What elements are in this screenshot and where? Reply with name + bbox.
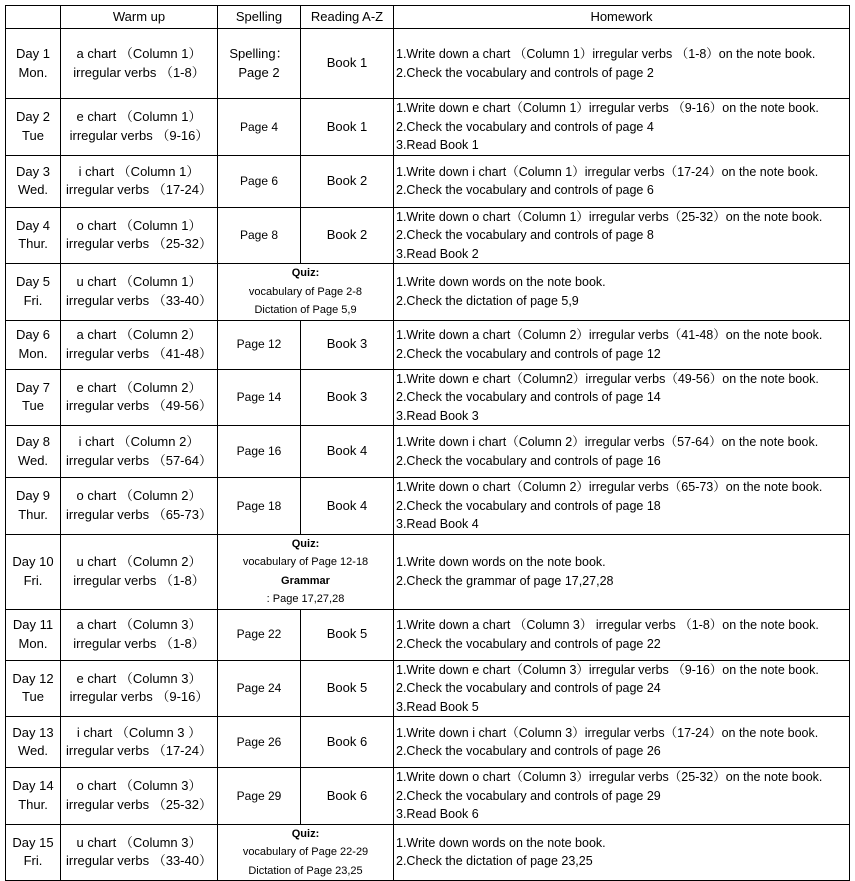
schedule-row xyxy=(6,478,850,535)
spelling-text: Page 24 xyxy=(236,681,282,695)
schedule-row xyxy=(6,207,850,264)
homework-cell xyxy=(394,824,850,881)
day-number: Day 7 xyxy=(16,379,50,395)
homework-item: 3.Read Book 1 xyxy=(396,138,479,152)
reading-book: Book 2 xyxy=(326,172,368,188)
weekday: Fri. xyxy=(23,292,43,308)
homework-cell xyxy=(394,320,850,369)
spelling-text: Page 26 xyxy=(236,734,282,749)
spelling-text: Page 12 xyxy=(236,337,282,352)
warm-up-verbs: irregular verbs （57-64） xyxy=(66,452,212,468)
warm-up-chart: i chart （Column 2） xyxy=(78,434,200,449)
warm-up-cell xyxy=(61,426,218,478)
warm-up-cell xyxy=(61,155,218,207)
homework-item: 2.Check the vocabulary and controls of page 8 xyxy=(396,228,654,242)
warm-up-cell xyxy=(61,369,218,426)
warm-up-cell xyxy=(61,29,218,99)
homework-item: 2.Check the dictation of page 5,9 xyxy=(396,293,579,308)
homework-item: 3.Read Book 2 xyxy=(396,246,479,261)
day-cell xyxy=(6,369,61,426)
homework-cell xyxy=(394,660,850,717)
homework-item: 1.Write down a chart （Column 1）irregular verbs （1-8）on the note book. xyxy=(396,47,816,61)
day-cell xyxy=(6,99,61,156)
quiz-line xyxy=(220,825,391,862)
spelling-cell xyxy=(218,478,301,535)
schedule-row xyxy=(6,426,850,478)
day-number: Day 15 xyxy=(12,834,54,850)
homework-cell xyxy=(394,426,850,478)
reading-cell xyxy=(301,320,394,369)
homework-cell xyxy=(394,478,850,535)
spelling-cell xyxy=(218,717,301,768)
homework-item: 2.Check the vocabulary and controls of page 26 xyxy=(396,744,661,758)
reading-book: Book 5 xyxy=(326,680,368,695)
warm-up-verbs: irregular verbs （1-8） xyxy=(73,635,205,651)
homework-item: 3.Read Book 6 xyxy=(396,807,479,821)
warm-up-verbs: irregular verbs （9-16） xyxy=(69,689,209,705)
weekday: Thur. xyxy=(18,796,48,812)
day-number: Day 12 xyxy=(12,670,54,686)
reading-book: Book 5 xyxy=(326,626,368,642)
warm-up-verbs: irregular verbs （9-16） xyxy=(69,127,209,143)
reading-cell xyxy=(301,478,394,535)
warm-up-chart: u chart （Column 1） xyxy=(76,274,202,290)
spelling-header: Spelling xyxy=(218,6,301,29)
warm-up-verbs: irregular verbs （25-32） xyxy=(66,236,212,252)
day-cell xyxy=(6,660,61,717)
weekday: Mon. xyxy=(18,64,48,80)
warm-up-chart: o chart （Column 1） xyxy=(76,217,202,233)
reading-book: Book 6 xyxy=(326,733,368,749)
warm-up-chart: u chart （Column 3） xyxy=(76,834,202,850)
warm-up-verbs: irregular verbs （41-48） xyxy=(66,345,212,361)
day-number: Day 14 xyxy=(12,778,54,794)
warm-up-chart: e chart （Column 1） xyxy=(76,109,202,125)
weekday: Wed. xyxy=(17,743,49,758)
schedule-row xyxy=(6,609,850,660)
reading-cell xyxy=(301,155,394,207)
homework-item: 1.Write down o chart（Column 3）irregular verbs（25-32）on the note book. xyxy=(396,770,823,784)
homework-cell xyxy=(394,207,850,264)
warm-up-verbs: irregular verbs （33-40） xyxy=(66,292,212,308)
warm-up-chart: a chart （Column 3） xyxy=(76,617,202,632)
reading-cell xyxy=(301,609,394,660)
weekday: Tue xyxy=(22,398,44,414)
warm-up-cell xyxy=(61,478,218,535)
warm-up-verbs: irregular verbs （33-40） xyxy=(66,853,212,869)
homework-item: 2.Check the vocabulary and controls of page 4 xyxy=(396,119,654,134)
spelling-text: Page 22 xyxy=(236,627,282,642)
warm-up-cell xyxy=(61,207,218,264)
weekday: Fri. xyxy=(23,572,43,588)
homework-item: 1.Write down e chart（Column 1）irregular verbs （9-16）on the note book. xyxy=(396,101,819,115)
homework-item: 2.Check the vocabulary and controls of page 14 xyxy=(396,390,661,404)
spelling-text: Page 8 xyxy=(239,228,279,242)
warm-up-chart: i chart （Column 3 ） xyxy=(76,724,202,740)
day-cell xyxy=(6,534,61,609)
warm-up-cell xyxy=(61,99,218,156)
warm-up-chart: a chart （Column 1） xyxy=(76,46,202,61)
schedule-row xyxy=(6,660,850,717)
homework-item: 2.Check the vocabulary and controls of page 16 xyxy=(396,453,661,468)
spelling-text: Page 16 xyxy=(236,444,282,459)
spelling-cell xyxy=(218,155,301,207)
warm-up-verbs: irregular verbs （17-24） xyxy=(66,182,212,197)
reading-cell xyxy=(301,207,394,264)
weekday: Wed. xyxy=(17,182,49,197)
reading-book: Book 1 xyxy=(326,55,368,71)
spelling-text: Page 29 xyxy=(236,788,282,803)
day-cell xyxy=(6,264,61,321)
schedule-row xyxy=(6,155,850,207)
day-number: Day 13 xyxy=(12,724,54,740)
homework-item: 1.Write down i chart（Column 1）irregular verbs（17-24）on the note book. xyxy=(396,164,819,179)
homework-item: 1.Write down words on the note book. xyxy=(396,555,606,569)
warm-up-verbs: irregular verbs （17-24） xyxy=(66,743,212,758)
quiz-second-text: Dictation of Page 5,9 xyxy=(254,304,357,316)
quiz-second-line xyxy=(220,572,391,609)
day-number: Day 2 xyxy=(16,109,50,125)
reading-book: Book 2 xyxy=(326,227,368,242)
homework-item: 2.Check the vocabulary and controls of page 22 xyxy=(396,636,661,651)
homework-item: 2.Check the vocabulary and controls of page 24 xyxy=(396,681,661,695)
homework-item: 2.Check the vocabulary and controls of page 6 xyxy=(396,183,654,197)
homework-item: 1.Write down i chart（Column 2）irregular verbs（57-64）on the note book. xyxy=(396,435,819,449)
weekday: Wed. xyxy=(17,452,49,468)
reading-cell xyxy=(301,768,394,825)
warm-up-verbs: irregular verbs （1-8） xyxy=(73,64,205,80)
quiz-second-text: Dictation of Page 23,25 xyxy=(248,864,363,877)
weekday: Mon. xyxy=(18,635,48,651)
spelling-cell xyxy=(218,426,301,478)
warm-up-verbs: irregular verbs （49-56） xyxy=(66,398,212,414)
day-cell xyxy=(6,478,61,535)
spelling-cell xyxy=(218,660,301,717)
homework-item: 3.Read Book 4 xyxy=(396,517,479,531)
quiz-cell xyxy=(218,534,394,609)
homework-item: 1.Write down a chart（Column 2）irregular verbs（41-48）on the note book. xyxy=(396,328,823,342)
day-cell xyxy=(6,29,61,99)
schedule-row xyxy=(6,534,850,609)
warm-up-chart: i chart （Column 1） xyxy=(78,163,200,179)
schedule-body xyxy=(6,29,850,881)
warm-up-chart: e chart （Column 2） xyxy=(76,379,202,395)
spelling-text: Page 4 xyxy=(239,119,279,134)
day-cell xyxy=(6,768,61,825)
schedule-row xyxy=(6,717,850,768)
warm-up-verbs: irregular verbs （25-32） xyxy=(66,796,212,812)
quiz-cell xyxy=(218,264,394,321)
homework-item: 2.Check the grammar of page 17,27,28 xyxy=(396,573,614,588)
day-number: Day 9 xyxy=(16,488,50,504)
homework-item: 3.Read Book 3 xyxy=(396,408,479,423)
day-header xyxy=(6,6,61,29)
spelling-text: Page 14 xyxy=(236,390,282,404)
weekday: Thur. xyxy=(18,506,48,522)
homework-cell xyxy=(394,264,850,321)
day-number: Day 6 xyxy=(16,327,50,342)
warm-up-chart: u chart （Column 2） xyxy=(76,554,202,569)
reading-book: Book 6 xyxy=(326,787,368,803)
warm-up-cell xyxy=(61,609,218,660)
homework-item: 3.Read Book 5 xyxy=(396,699,479,714)
spelling-text: Page 18 xyxy=(236,498,282,513)
homework-item: 2.Check the vocabulary and controls of page 29 xyxy=(396,788,661,803)
reading-book: Book 3 xyxy=(326,336,368,352)
grammar-label: Grammar xyxy=(281,574,330,587)
quiz-label: Quiz: xyxy=(291,267,320,279)
header-row xyxy=(6,6,850,29)
homework-cell xyxy=(394,717,850,768)
spelling-cell xyxy=(218,609,301,660)
spelling-cell xyxy=(218,768,301,825)
weekday: Thur. xyxy=(18,236,48,252)
schedule-row xyxy=(6,29,850,99)
day-cell xyxy=(6,426,61,478)
homework-item: 1.Write down e chart（Column 3）irregular verbs （9-16）on the note book. xyxy=(396,662,819,677)
homework-item: 1.Write down o chart（Column 1）irregular verbs（25-32）on the note book. xyxy=(396,209,823,224)
schedule-row xyxy=(6,768,850,825)
day-cell xyxy=(6,717,61,768)
weekday: Fri. xyxy=(23,853,43,869)
warm-up-verbs: irregular verbs （1-8） xyxy=(73,572,205,588)
homework-cell xyxy=(394,609,850,660)
quiz-second-line xyxy=(220,862,391,881)
day-cell xyxy=(6,609,61,660)
day-number: Day 1 xyxy=(16,46,50,61)
day-cell xyxy=(6,207,61,264)
warm-up-chart: a chart （Column 2） xyxy=(76,327,202,342)
reading-cell xyxy=(301,29,394,99)
reading-cell xyxy=(301,660,394,717)
reading-cell xyxy=(301,426,394,478)
spelling-text: Page 2 xyxy=(238,64,280,80)
homework-item: 1.Write down e chart（Column2）irregular verbs（49-56）on the note book. xyxy=(396,371,819,386)
day-cell xyxy=(6,155,61,207)
homework-item: 1.Write down words on the note book. xyxy=(396,275,606,290)
quiz-label: Quiz: xyxy=(291,537,320,550)
spelling-cell xyxy=(218,29,301,99)
weekday: Mon. xyxy=(18,345,48,361)
homework-item: 2.Check the vocabulary and controls of page 12 xyxy=(396,346,661,361)
day-number: Day 10 xyxy=(12,554,54,569)
homework-item: 1.Write down o chart（Column 2）irregular verbs（65-73）on the note book. xyxy=(396,480,823,494)
day-number: Day 11 xyxy=(12,617,54,632)
homework-item: 2.Check the vocabulary and controls of page 18 xyxy=(396,498,661,513)
quiz-cell xyxy=(218,824,394,881)
homework-header: Homework xyxy=(394,6,850,29)
warm-up-cell xyxy=(61,717,218,768)
reading-cell xyxy=(301,99,394,156)
quiz-text: vocabulary of Page 2-8 xyxy=(248,285,363,298)
warm-up-cell xyxy=(61,534,218,609)
spelling-cell xyxy=(218,207,301,264)
reading-book: Book 4 xyxy=(326,497,368,513)
quiz-text: vocabulary of Page 12-18 xyxy=(242,556,369,568)
day-number: Day 3 xyxy=(16,163,50,179)
warm-up-cell xyxy=(61,320,218,369)
spelling-text: Spelling： xyxy=(229,46,289,61)
homework-cell xyxy=(394,768,850,825)
homework-cell xyxy=(394,369,850,426)
warm-up-cell xyxy=(61,768,218,825)
day-cell xyxy=(6,320,61,369)
schedule-row xyxy=(6,369,850,426)
spelling-cell xyxy=(218,99,301,156)
warm-up-verbs: irregular verbs （65-73） xyxy=(66,506,212,522)
spelling-cell xyxy=(218,369,301,426)
reading-book: Book 4 xyxy=(326,443,368,459)
warm-up-cell xyxy=(61,660,218,717)
homework-item: 1.Write down words on the note book. xyxy=(396,835,606,850)
day-number: Day 5 xyxy=(16,274,50,290)
weekday: Tue xyxy=(22,127,44,143)
reading-cell xyxy=(301,369,394,426)
quiz-text: vocabulary of Page 22-29 xyxy=(242,846,369,858)
day-number: Day 8 xyxy=(16,434,50,449)
warm-up-chart: o chart （Column 3） xyxy=(76,778,202,794)
homework-cell xyxy=(394,534,850,609)
spelling-cell xyxy=(218,320,301,369)
schedule-row xyxy=(6,264,850,321)
schedule-row xyxy=(6,99,850,156)
quiz-second-line xyxy=(220,301,391,320)
spelling-text: Page 6 xyxy=(239,173,279,188)
warm-up-cell xyxy=(61,264,218,321)
reading-book: Book 1 xyxy=(326,118,368,134)
warm-up-cell xyxy=(61,824,218,881)
quiz-line xyxy=(220,535,391,572)
homework-schedule-table xyxy=(5,5,850,881)
quiz-second-text: : Page 17,27,28 xyxy=(266,593,345,605)
quiz-line xyxy=(220,264,391,301)
warm-up-header: Warm up xyxy=(61,6,218,29)
day-number: Day 4 xyxy=(16,217,50,233)
homework-cell xyxy=(394,29,850,99)
warm-up-chart: o chart （Column 2） xyxy=(76,488,202,504)
quiz-label: Quiz: xyxy=(291,827,320,840)
homework-item: 2.Check the vocabulary and controls of page 2 xyxy=(396,65,654,80)
homework-cell xyxy=(394,99,850,156)
schedule-row xyxy=(6,824,850,881)
warm-up-chart: e chart （Column 3） xyxy=(76,670,202,686)
homework-item: 1.Write down i chart（Column 3）irregular verbs（17-24）on the note book. xyxy=(396,725,819,740)
reading-book: Book 3 xyxy=(326,389,368,404)
reading-header: Reading A-Z xyxy=(301,6,394,29)
homework-item: 2.Check the dictation of page 23,25 xyxy=(396,854,593,869)
day-cell xyxy=(6,824,61,881)
schedule-row xyxy=(6,320,850,369)
homework-cell xyxy=(394,155,850,207)
homework-item: 1.Write down a chart （Column 3） irregular verbs （1-8）on the note book. xyxy=(396,618,819,632)
reading-cell xyxy=(301,717,394,768)
weekday: Tue xyxy=(22,689,44,705)
